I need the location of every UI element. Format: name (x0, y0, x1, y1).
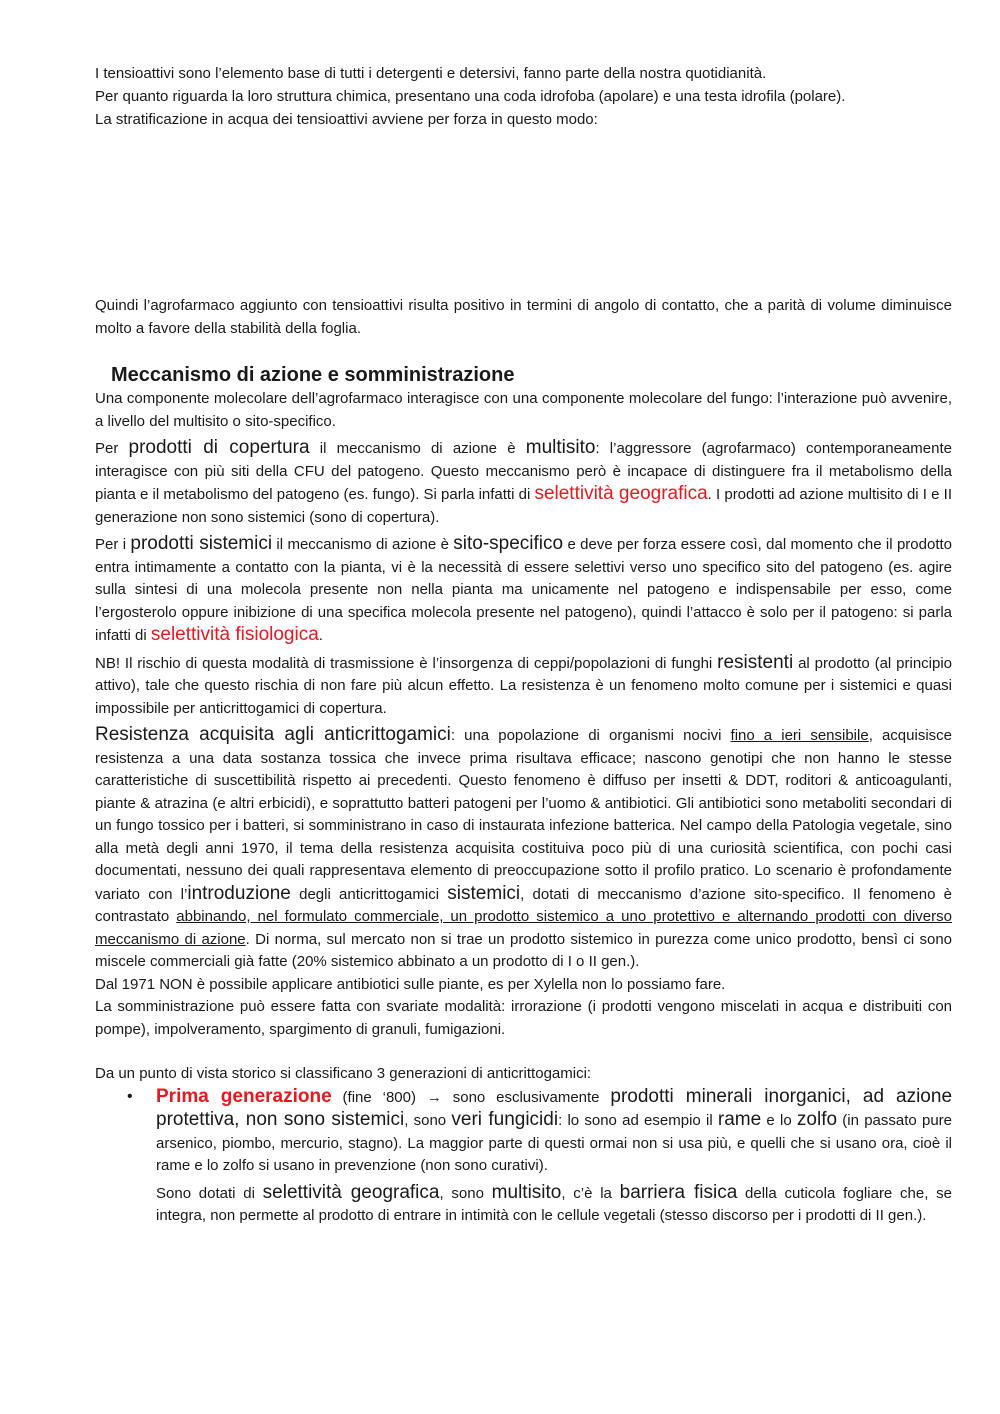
term-multisite: multisito (525, 437, 596, 458)
term-site-specific: sito-specifico (453, 533, 564, 554)
intro-line-2: Per quanto riguarda la loro struttura chimica, presentano una coda idrofoba (apolare) e una testa idrofila (polare). (95, 88, 846, 105)
paragraph-systemic-products: Per i prodotti sistemici il meccanismo di azione è sito-specifico e deve per forza essere così, dal momento che il prodotto entra intimamente a contatto con la pianta, vi è la necessità di essere selettivi verso uno specifico sito del patogeno (es. agire sulla sintesi di una molecola presente non nella pianta ma unicamente nel patogeno e indispensabile per esso, come l’ergosterolo oppure inibizione di una specifica molecola presente nel patogeno), quindi l’attacco è solo per il patogeno: si parla infatti di selettività fisiologica. (95, 533, 952, 645)
list-item-first-generation (127, 1085, 953, 1228)
term-physiological-selectivity: selettività fisiologica (150, 624, 319, 645)
paragraph-molecular-component: Una componente molecolare dell’agrofarmaco interagisce con una componente molecolare del fungo: l’interazione può avvenire, a livello del multisito o sito-specifico. (95, 390, 952, 430)
term-acquired-resistance: Resistenza acquisita agli anticrittogamici (95, 724, 451, 745)
intro-line-1: I tensioattivi sono l’elemento base di tutti i detergenti e detersivi, fanno parte della nostra quotidianità. (95, 65, 767, 82)
paragraph-1971: Dal 1971 NON è possibile applicare antibiotici sulle piante, es per Xylella non lo possiamo fare. (95, 975, 726, 993)
term-first-generation: Prima generazione (156, 1085, 332, 1107)
intro-line-3: La stratificazione in acqua dei tensioattivi avviene per forza in questo modo: (95, 111, 598, 128)
paragraph-coverage-products: Per prodotti di copertura il meccanismo di azione è multisito: l’aggressore (agrofarmaco) contemporaneamente interagisce con più siti della CFU del patogeno. Questo meccanismo però è incapace di distinguere fra il metabolismo della pianta e il metabolismo del patogeno (es. fungo). Si parla infatti di selettività geografica. I prodotti ad azione multisito di I e II generazione non sono sistemici (sono di copertura). (95, 437, 952, 526)
figure-blank-area (95, 131, 952, 295)
paragraph-historical: Da un punto di vista storico si classificano 3 generazioni di anticrittogamici: (95, 1065, 592, 1082)
term-introduction: introduzione (187, 882, 291, 904)
paragraph-contact-angle: Quindi l’agrofarmaco aggiunto con tensioattivi risulta positivo in termini di angolo di contatto, che a parità di volume diminuisce molto a favore della stabilità della foglia. (95, 297, 952, 337)
first-generation-detail: Sono dotati di selettività geografica, sono multisito, c’è la barriera fisica della cuticola fogliare che, se integra, non permette al prodotto di entrare in intimità con le cellule vegetali (stesso discorso per i prodotti di II gen.). (156, 1181, 952, 1224)
term-systemic-products: prodotti sistemici (130, 533, 273, 554)
document-page (95, 62, 952, 1228)
term-resistant: resistenti (717, 651, 794, 673)
term-systemic: sistemici (447, 882, 521, 904)
generations-list (95, 1086, 952, 1228)
underlined-combining: abbinando, nel formulato commerciale, un prodotto sistemico a uno protettivo e alternando prodotti con diverso meccanismo di azione (95, 908, 952, 948)
term-geographic-selectivity: selettività geografica (534, 483, 708, 504)
intro-block (95, 62, 952, 131)
term-coverage-products: prodotti di copertura (128, 437, 310, 458)
section-heading: Meccanismo di azione e somministrazione (111, 364, 515, 386)
first-generation-text: Prima generazione (fine ‘800) → sono esclusivamente prodotti minerali inorganici, ad azione protettiva, non sono sistemici, sono veri fungicidi: lo sono ad esempio il rame e lo zolfo (in passato pure arsenico, piombo, mercurio, stagno). La maggior parte di questi ormai non si usa più, e quelli che si usano ora, cioè il rame e lo zolfo si usano in prevenzione (non sono curativi). (156, 1085, 953, 1174)
underlined-sensitive: fino a ieri sensibile (730, 727, 869, 744)
paragraph-nb-resistance: NB! Il rischio di questa modalità di trasmissione è l’insorgenza di ceppi/popolazioni di funghi resistenti al prodotto (al principio attivo), tale che questo rischia di non fare più alcun effetto. La resistenza è un fenomeno molto comune per i sistemici e quasi impossibile per anticrittogamici di copertura. (95, 651, 953, 717)
bullet-icon: • (127, 1087, 133, 1105)
paragraph-administration: La somministrazione può essere fatta con svariate modalità: irrorazione (i prodotti vengono miscelati in acqua e distribuiti con pompe), impolveramento, spargimento di granuli, fumigazioni. (95, 998, 952, 1038)
paragraph-acquired-resistance: Resistenza acquisita agli anticrittogamici: una popolazione di organismi nocivi fino a ieri sensibile, acquisisce resistenza a una data sostanza tossica che invece prima risultava efficace; nascono genotipi che non hanno le stesse caratteristiche di suscettibilità rispetto ai precedenti. Questo fenomeno è diffuso per insetti & DDT, roditori & anticoagulanti, piante & atrazina (e altri erbicidi), e soprattutto batteri patogeni per l’uomo & antibiotici. Gli antibiotici sono metaboliti secondari di un fungo tossico per i batteri, si somministrano in caso di instaurata infezione batterica. Nel campo della Patologia vegetale, sino alla metà degli anni 1970, il tema della resistenza acquisita costituiva poco più di una curiosità scientifica, con pochi casi documentati, nessuno dei quali rappresentava elemento di preoccupazione sotto il profilo pratico. Lo scenario è profondamente variato con l’introduzione degli anticrittogamici sistemici, dotati di meccanismo d’azione sito-specifico. Il fenomeno è contrastato abbinando, nel formulato commerciale, un prodotto sistemico a uno protettivo e alternando prodotti con diverso meccanismo di azione. Di norma, sul mercato non si trae un prodotto sistemico in purezza come unico prodotto, bensì ci sono miscele commerciali già fatte (20% sistemico abbinato a un prodotto di I o II gen.). (95, 724, 952, 970)
